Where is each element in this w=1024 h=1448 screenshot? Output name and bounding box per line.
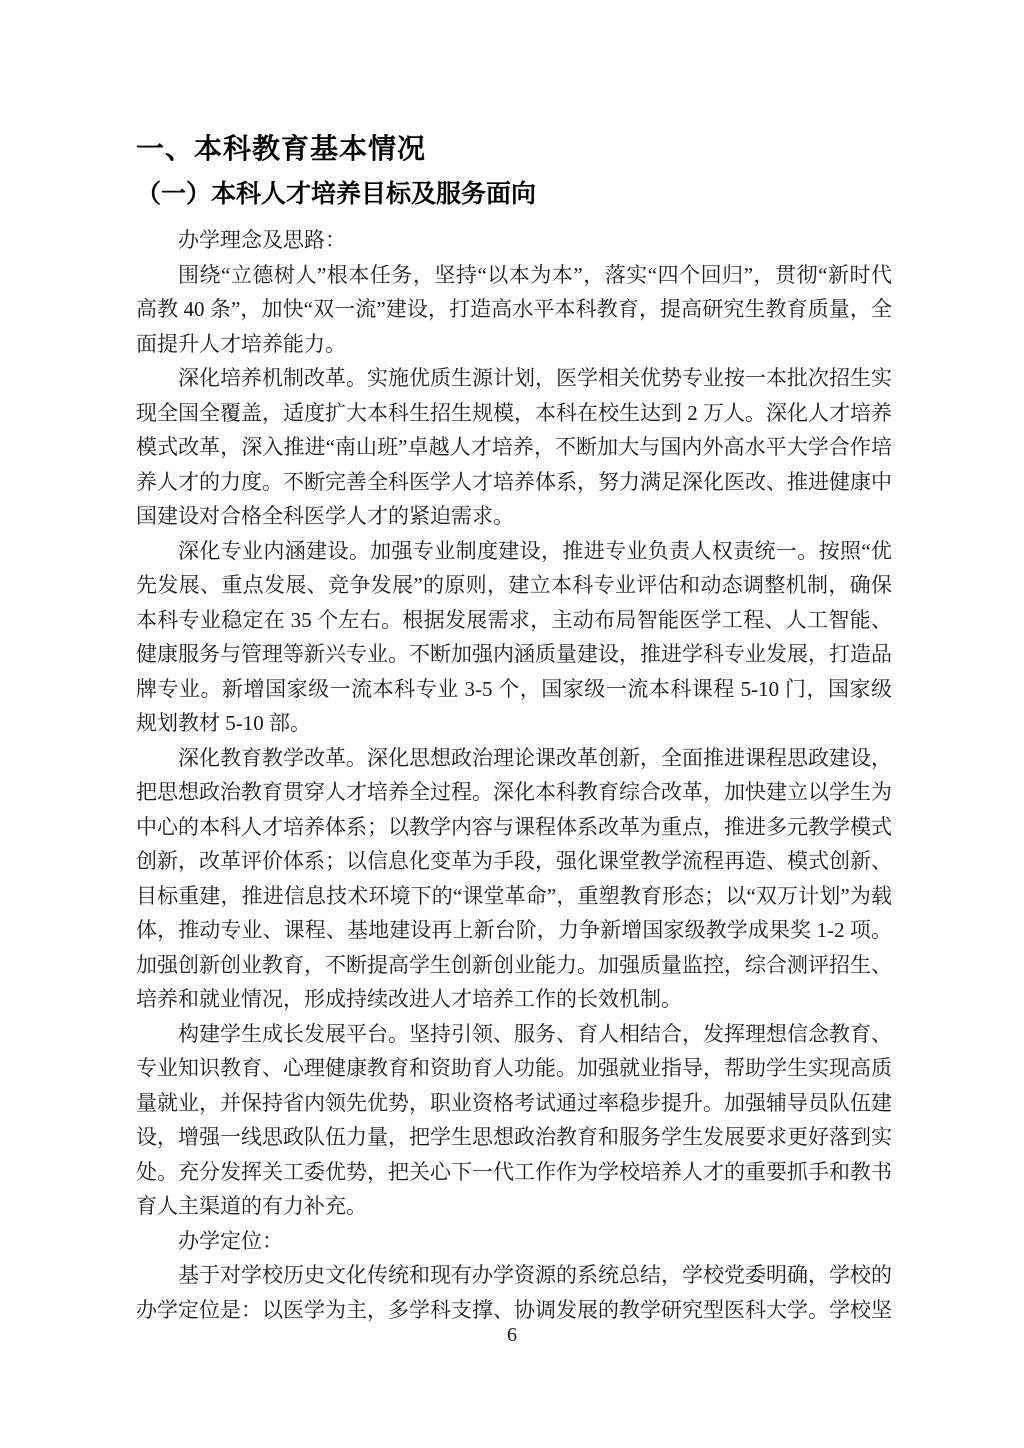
section-heading: 一、本科教育基本情况	[136, 133, 427, 164]
paragraph-philosophy: 围绕“立德树人”根本任务，坚持“以本为本”，落实“四个回归”，贯彻“新时代高教 40 条”，加快“双一流”建设，打造高水平本科教育，提高研究生教育质量，全面提升人才培养能力。	[136, 262, 892, 356]
paragraph-opening-philosophy-label: 办学理念及思路：	[178, 228, 346, 252]
paragraph-major-connotation-construction: 深化专业内涵建设。加强专业制度建设，推进专业负责人权责统一。按照“优先发展、重点发展、竞争发展”的原则，建立本科专业评估和动态调整机制，确保本科专业稳定在 35 个左右。根据发展需求，主动布局智能医学工程、人工智能、健康服务与管理等新兴专业。不断加强内涵质量建设，推进学科专业发展，打造品牌专业。新增国家级一流本科专业 3-5 个，国家级一流本科课程 5-10 门，国家级规划教材 5-10 部。	[136, 538, 892, 735]
paragraph-training-mechanism-reform: 深化培养机制改革。实施优质生源计划，医学相关优势专业按一本批次招生实现全国全覆盖，适度扩大本科生招生规模，本科在校生达到 2 万人。深化人才培养模式改革，深入推进“南山班”卓越人才培养，不断加大与国内外高水平大学合作培养人才的力度。不断完善全科医学人才培养体系，努力满足深化医改、推进健康中国建设对合格全科医学人才的紧迫需求。	[136, 366, 892, 528]
page-content	[136, 132, 892, 1327]
subsection-heading: （一）本科人才培养目标及服务面向	[136, 180, 537, 208]
paragraph-school-positioning: 基于对学校历史文化传统和现有办学资源的系统总结，学校党委明确，学校的办学定位是：以医学为主，多学科支撑、协调发展的教学研究型医科大学。学校坚	[136, 1263, 892, 1322]
paragraph-student-development-platform: 构建学生成长发展平台。坚持引领、服务、育人相结合，发挥理想信念教育、专业知识教育、心理健康教育和资助育人功能。加强就业指导，帮助学生实现高质量就业，并保持省内领先优势，职业资格考试通过率稳步提升。加强辅导员队伍建设，增强一线思政队伍力量，把学生思想政治教育和服务学生发展要求更好落到实处。充分发挥关工委优势，把关心下一代工作作为学校培养人才的重要抓手和教书育人主渠道的有力补充。	[136, 1021, 892, 1218]
body-text	[136, 223, 892, 1327]
paragraph-education-teaching-reform: 深化教育教学改革。深化思想政治理论课改革创新，全面推进课程思政建设，把思想政治教育贯穿人才培养全过程。深化本科教育综合改革，加快建立以学生为中心的本科人才培养体系；以教学内容与课程体系改革为重点，推进多元教学模式创新，改革评价体系；以信息化变革为手段，强化课堂教学流程再造、模式创新、目标重建，推进信息技术环境下的“课堂革命”，重塑教育形态；以“双万计划”为载体，推动专业、课程、基地建设再上新台阶，力争新增国家级教学成果奖 1-2 项。加强创新创业教育，不断提高学生创新创业能力。加强质量监控，综合测评招生、培养和就业情况，形成持续改进人才培养工作的长效机制。	[136, 745, 892, 1011]
page-number: 6	[507, 1324, 517, 1346]
paragraph-positioning-label: 办学定位：	[178, 1228, 283, 1253]
